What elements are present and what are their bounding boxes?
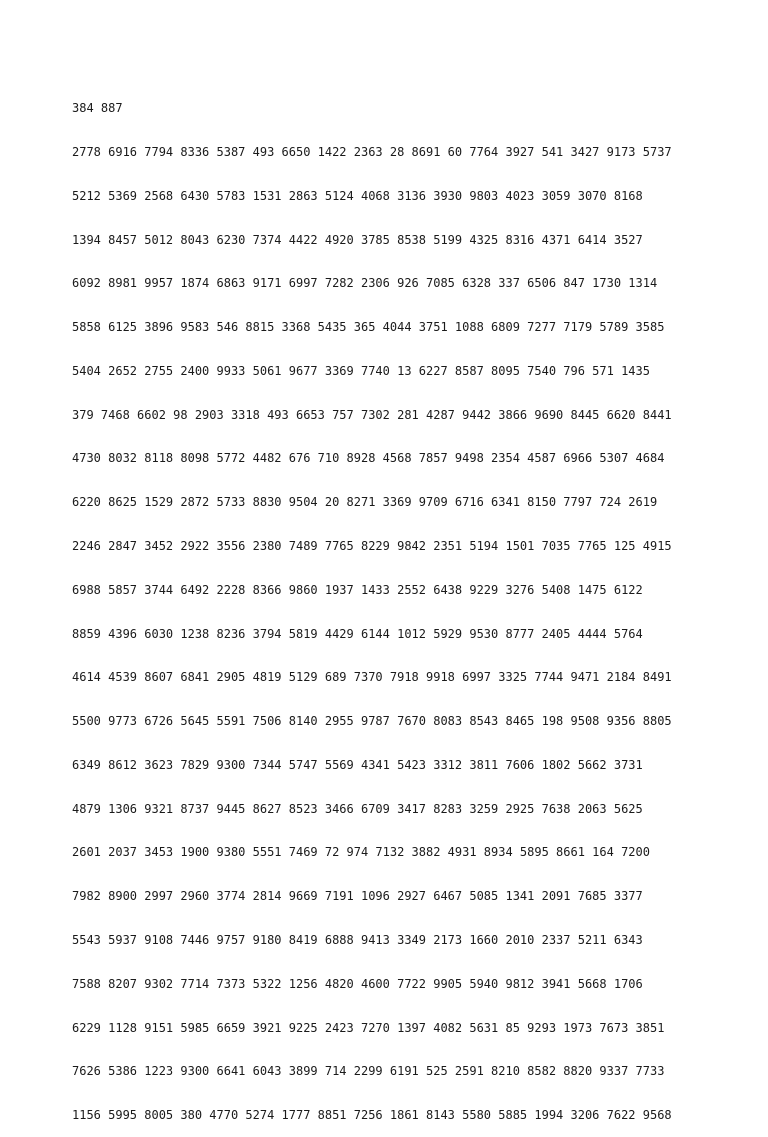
document-line: 4879 1306 9321 8737 9445 8627 8523 3466 6709 3417 8283 3259 2925 7638 2063 5625 [72,801,643,816]
document-line: 5500 9773 6726 5645 5591 7506 8140 2955 9787 7670 8083 8543 8465 198 9508 9356 8805 [72,714,672,729]
document-line: 4730 8032 8118 8098 5772 4482 676 710 8928 4568 7857 9498 2354 4587 6966 5307 4684 [72,451,665,466]
document-line: 6220 8625 1529 2872 5733 8830 9504 20 8271 3369 9709 6716 6341 8150 7797 724 2619 [72,495,658,510]
document-line: 5858 6125 3896 9583 546 8815 3368 5435 365 4044 3751 1088 6809 7277 7179 5789 3585 [72,320,665,335]
document-line: 6229 1128 9151 5985 6659 3921 9225 2423 7270 1397 4082 5631 85 9293 1973 7673 3851 [72,1020,665,1035]
document-line: 7588 8207 9302 7714 7373 5322 1256 4820 4600 7722 9905 5940 9812 3941 5668 1706 [72,976,643,991]
document-line: 6349 8612 3623 7829 9300 7344 5747 5569 4341 5423 3312 3811 7606 1802 5662 3731 [72,757,643,772]
document-line: 5543 5937 9108 7446 9757 9180 8419 6888 9413 3349 2173 1660 2010 2337 5211 6343 [72,933,643,948]
document-line: 2601 2037 3453 1900 9380 5551 7469 72 974 7132 3882 4931 8934 5895 8661 164 7200 [72,845,650,860]
document-line: 6988 5857 3744 6492 2228 8366 9860 1937 1433 2552 6438 9229 3276 5408 1475 6122 [72,582,643,597]
document-body [72,72,712,1137]
document-line: 4614 4539 8607 6841 2905 4819 5129 689 7370 7918 9918 6997 3325 7744 9471 2184 8491 [72,670,672,685]
document-line: 5404 2652 2755 2400 9933 5061 9677 3369 7740 13 6227 8587 8095 7540 796 571 1435 [72,363,650,378]
document-line: 379 7468 6602 98 2903 3318 493 6653 757 7302 281 4287 9442 3866 9690 8445 6620 8441 [72,407,672,422]
document-line: 6092 8981 9957 1874 6863 9171 6997 7282 2306 926 7085 6328 337 6506 847 1730 1314 [72,276,658,291]
document-line: 1394 8457 5012 8043 6230 7374 4422 4920 3785 8538 5199 4325 8316 4371 6414 3527 [72,232,643,247]
document-line-header: 384 887 [72,101,123,116]
document-line: 5212 5369 2568 6430 5783 1531 2863 5124 4068 3136 3930 9803 4023 3059 3070 8168 [72,188,643,203]
document-line: 1156 5995 8005 380 4770 5274 1777 8851 7256 1861 8143 5580 5885 1994 3206 7622 9568 [72,1108,672,1123]
document-line: 8859 4396 6030 1238 8236 3794 5819 4429 6144 1012 5929 9530 8777 2405 4444 5764 [72,626,643,641]
document-line: 7982 8900 2997 2960 3774 2814 9669 7191 1096 2927 6467 5085 1341 2091 7685 3377 [72,889,643,904]
document-line: 7626 5386 1223 9300 6641 6043 3899 714 2299 6191 525 2591 8210 8582 8820 9337 7733 [72,1064,665,1079]
document-line: 2246 2847 3452 2922 3556 2380 7489 7765 8229 9842 2351 5194 1501 7035 7765 125 4915 [72,539,672,553]
document-line: 2778 6916 7794 8336 5387 493 6650 1422 2363 28 8691 60 7764 3927 541 3427 9173 5737 [72,144,672,159]
